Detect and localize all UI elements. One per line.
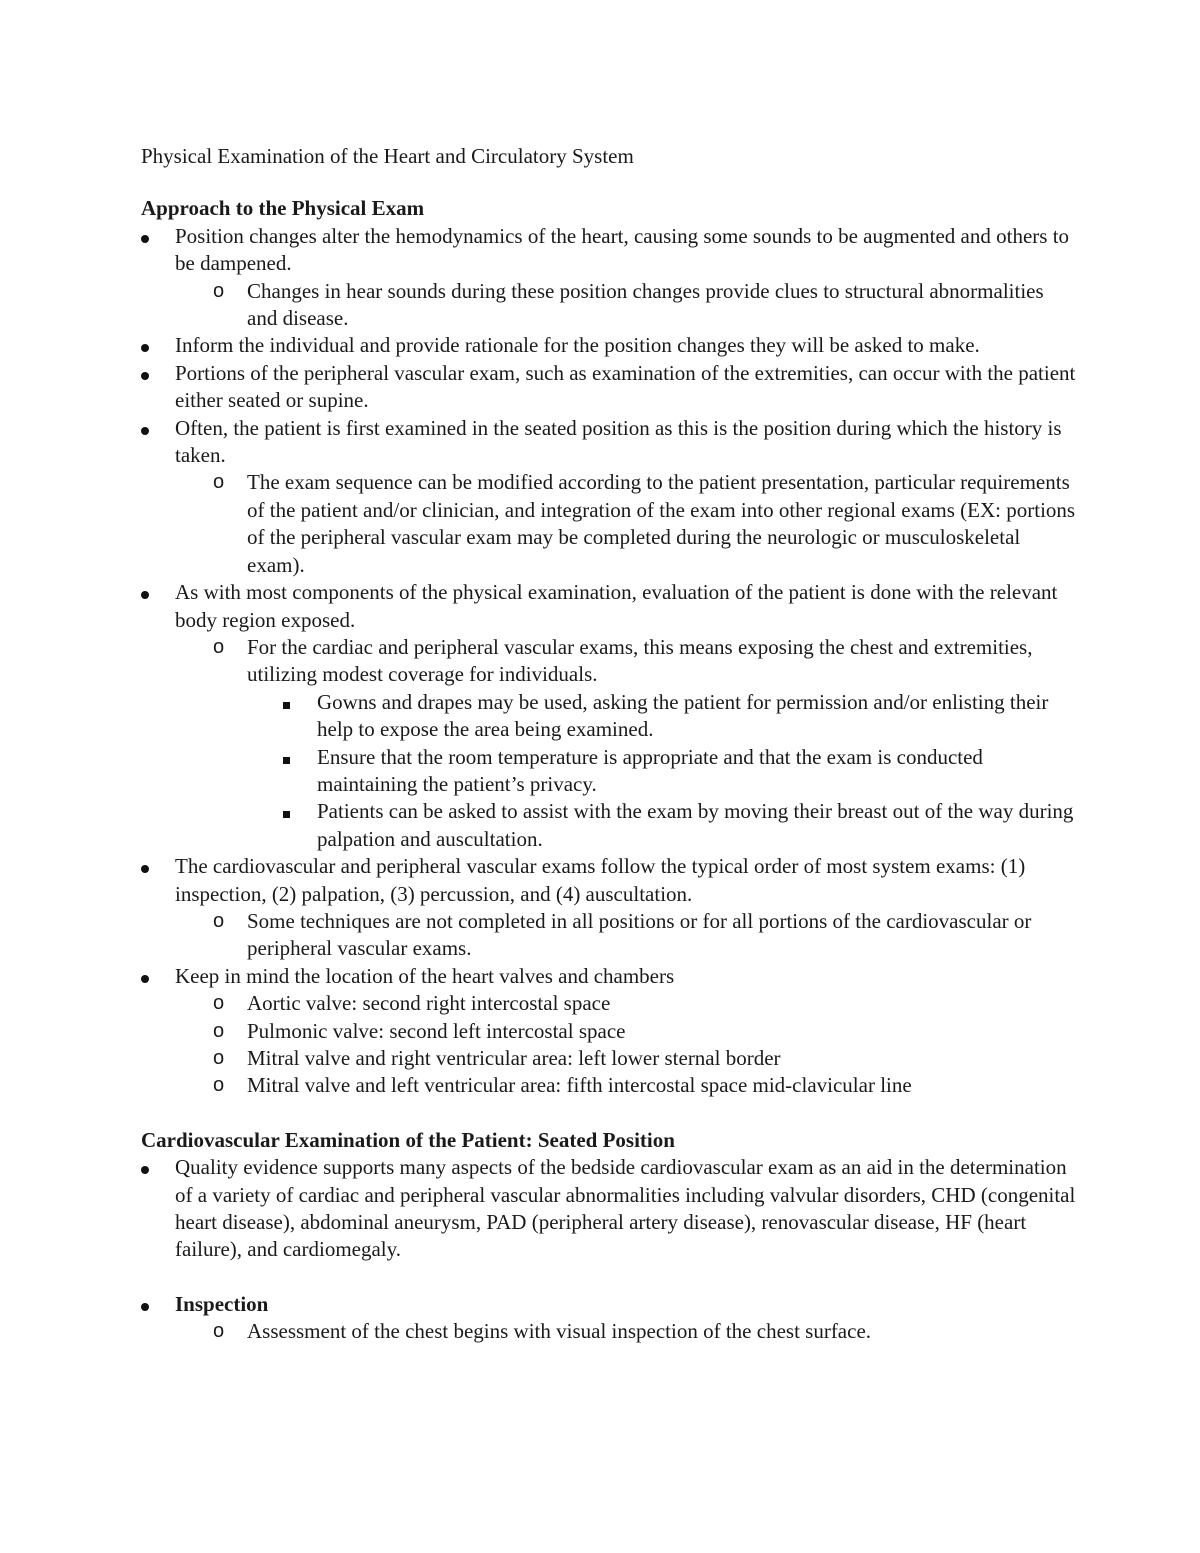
circle-bullet-icon: o (213, 1019, 225, 1042)
circle-bullet-icon: o (213, 279, 225, 302)
bullet-icon (141, 579, 149, 606)
list-item: o For the cardiac and peripheral vascular exams, this means exposing the chest and extremities, utilizing modest coverage for individuals. (213, 634, 1033, 687)
list-item: o Pulmonic valve: second left intercostal space (213, 1018, 626, 1043)
list-item: Portions of the peripheral vascular exam, such as examination of the extremities, can occur with the patient either seated or supine. (141, 360, 1076, 415)
bullet-icon (141, 853, 149, 880)
bullet-icon (141, 360, 149, 387)
list-item: o Mitral valve and right ventricular area: left lower sternal border (213, 1046, 781, 1070)
list-item: Often, the patient is first examined in the seated position as this is the position during which the history is taken. (141, 415, 1076, 470)
square-bullet-icon (283, 689, 290, 716)
section-spacer (141, 1264, 1076, 1291)
list-item: The cardiovascular and peripheral vascular exams follow the typical order of most system exams: (1) inspection, (2) palpation, (3) percussion, and (4) auscultation. (141, 853, 1076, 908)
bullet-icon (141, 332, 149, 359)
circle-bullet-icon: o (213, 1320, 225, 1343)
list-item (141, 1291, 1076, 1318)
circle-bullet-icon: o (213, 1074, 225, 1097)
list-item: Gowns and drapes may be used, asking the patient for permission and/or enlisting their help to expose the area being examined. (141, 689, 1076, 744)
bullet-icon (141, 1154, 149, 1181)
document-content (141, 143, 1076, 1346)
list-item: o Assessment of the chest begins with visual inspection of the chest surface. (213, 1319, 872, 1344)
bullet-icon (141, 223, 149, 250)
circle-bullet-icon: o (213, 1047, 225, 1069)
list-item: o The exam sequence can be modified according to the patient presentation, particular requirements of the patient and/or clinician, and integration of the exam into other regional exams (EX: portions of the peripheral vascular exam may be completed during the neurologic or musculoskeletal exam). (213, 470, 1076, 577)
inspection-label: Inspection (175, 1291, 269, 1316)
circle-bullet-icon: o (213, 471, 225, 494)
square-bullet-icon (283, 798, 290, 825)
section-spacer (141, 1100, 1076, 1127)
list-item: Patients can be asked to assist with the exam by moving their breast out of the way during palpation and auscultation. (141, 798, 1076, 853)
list-item: Inform the individual and provide rationale for the position changes they will be asked to make. (141, 332, 1076, 359)
section-heading-approach: Approach to the Physical Exam (141, 196, 425, 221)
bullet-icon (141, 1291, 149, 1318)
list-item: o Mitral valve and left ventricular area: fifth intercostal space mid-clavicular line (213, 1073, 912, 1098)
section-heading-seated: Cardiovascular Examination of the Patient: Seated Position (141, 1127, 675, 1152)
list-item: As with most components of the physical examination, evaluation of the patient is done with the relevant body region exposed. (141, 579, 1076, 634)
circle-bullet-icon: o (213, 909, 225, 932)
list-item: Keep in mind the location of the heart valves and chambers (141, 963, 1076, 990)
list-item: o Changes in hear sounds during these position changes provide clues to structural abnormalities and disease. (213, 278, 1044, 331)
square-bullet-icon (283, 744, 290, 771)
section-list-inspection (141, 1291, 1076, 1346)
list-item: Ensure that the room temperature is appropriate and that the exam is conducted maintaining the patient’s privacy. (141, 744, 1076, 799)
document-title: Physical Examination of the Heart and Circulatory System (141, 144, 634, 168)
circle-bullet-icon: o (213, 992, 225, 1015)
bullet-icon (141, 963, 149, 990)
circle-bullet-icon: o (213, 635, 225, 658)
bullet-icon (141, 415, 149, 442)
list-item: Position changes alter the hemodynamics of the heart, causing some sounds to be augmented and others to be dampened. (141, 223, 1076, 278)
list-item: o Some techniques are not completed in all positions or for all portions of the cardiovascular or peripheral vascular exams. (213, 908, 1032, 961)
section-list-seated (141, 1154, 1076, 1264)
section-list-approach (141, 223, 1076, 1100)
list-item: Quality evidence supports many aspects of the bedside cardiovascular exam as an aid in the determination of a variety of cardiac and peripheral vascular abnormalities including valvular disorders, CHD (congenital heart disease), abdominal aneurysm, PAD (peripheral artery disease), renovascular disease, HF (heart failure), and cardiomegaly. (141, 1154, 1076, 1264)
list-item: o Aortic valve: second right intercostal space (213, 991, 611, 1016)
